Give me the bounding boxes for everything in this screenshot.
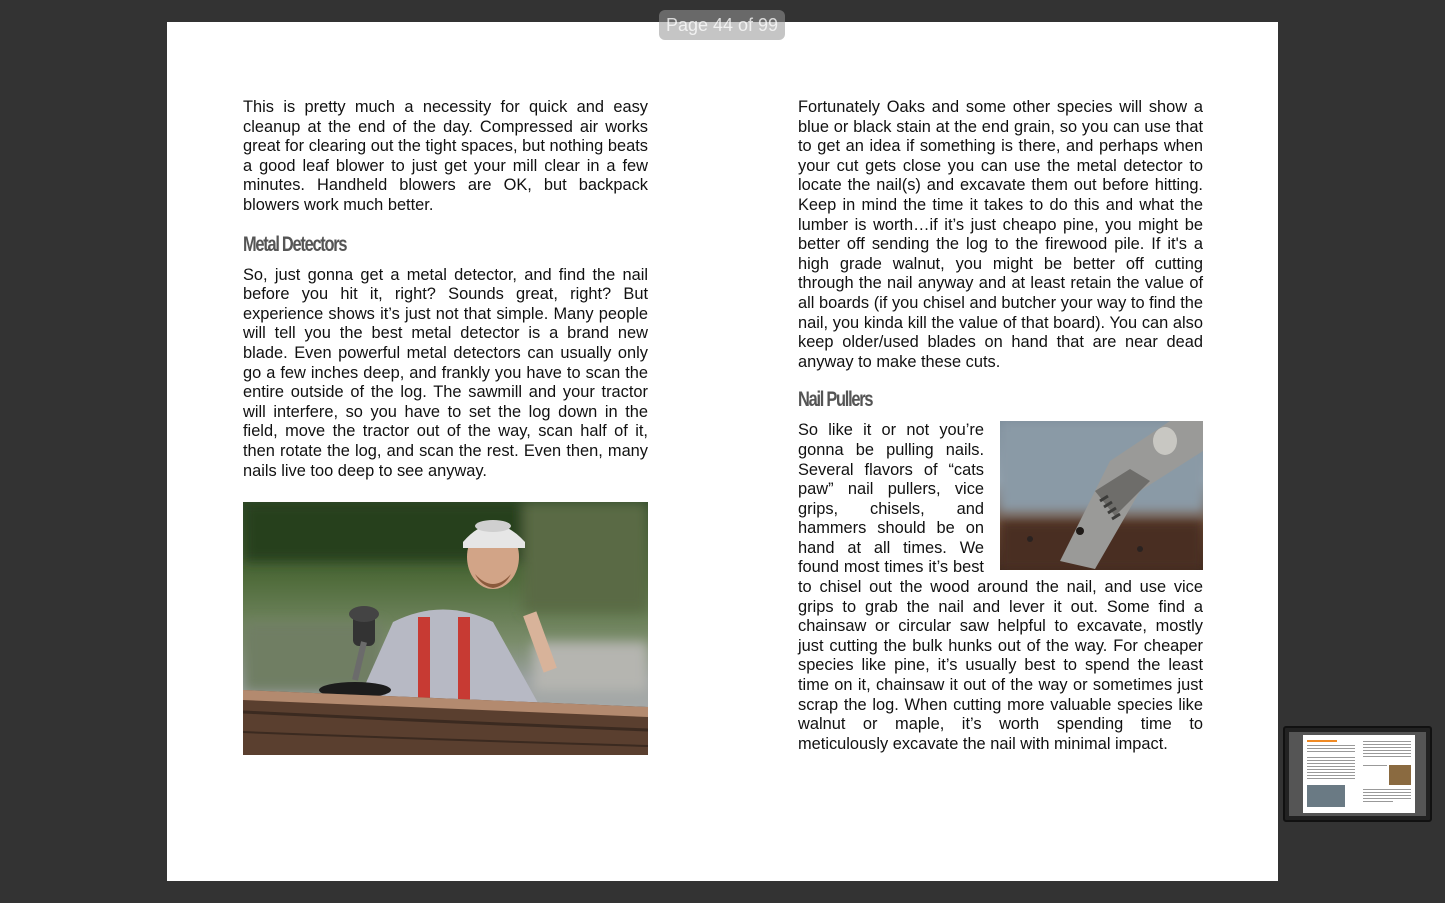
right-paragraph-nail-pullers: So like it or not you’re gonna be pulling nails. Several flavors of “cats paw” nail pullers, vice grips, chisels, and hammers should be on hand at all times. We found most times it’s best to chisel out the wood around the nail, and use vice grips to grab the nail and lever it out. Some find a chainsaw or circular saw helpful to excavate, mostly just cutting the bulk hunks out of the way. For cheaper species like pine, it’s usually best to spend the least time on it, chainsaw it out of the way or sometimes just scrap the log. When cutting more valuable species like walnut or maple, it’s worth spending time to meticulously excavate the nail with minimal impact. [798,421,1203,753]
left-page-column [243,98,648,755]
thumbnail-spread[interactable] [1289,732,1426,816]
page-thumbnail-navigator[interactable] [1283,726,1432,822]
page-indicator: Page 44 of 99 [659,10,785,40]
left-paragraph-blower: This is pretty much a necessity for quick and easy cleanup at the end of the day. Compressed air works great for clearing out the tight spaces, but nothing beats a good leaf blower to just get your mill clear in a few minutes. Handheld blowers are OK, but backpack blowers work much better. [243,98,648,214]
heading-nail-pullers: Nail Pullers [798,388,873,412]
photo-vice-grip-nail [1000,421,1203,570]
thumbnail-right-page[interactable] [1359,735,1415,813]
left-paragraph-metal-detectors: So, just gonna get a metal detector, and find the nail before you hit it, right? Sounds great, right? But experience shows it’s just not that simple. Many people will tell you the best metal detector is a brand new blade. Even powerful metal detectors can usually only go a few inches deep, and frankly you have to scan the entire outside of the log. The sawmill and your tractor will interfere, so you have to set the log down in the field, move the tractor out of the way, scan half of it, then rotate the log, and scan the rest. Even then, many nails live too deep to see anyway. [243,265,648,480]
thumbnail-left-page[interactable] [1303,735,1359,813]
photo-man-with-metal-detector [243,502,648,755]
right-page-column [798,98,1203,754]
right-paragraph-oaks: Fortunately Oaks and some other species will show a blue or black stain at the end grain, so you can use that to get an idea if something is there, and perhaps when your cut gets close you can use the metal detector to locate the nail(s) and excavate them out before hitting. Keep in mind the time it takes to do this and what the lumber is worth…if it’s just cheapo pine, you might be better off sending the log to the firewood pile. If it's a high grade walnut, you might be better off cutting through the nail anyway and at least retain the value of all boards (if you chisel and butcher your way to find the nail, you kinda kill the value of that board). You can also keep older/used blades on hand that are near dead anyway to make these cuts. [798,98,1203,371]
heading-metal-detectors: Metal Detectors [243,232,347,256]
